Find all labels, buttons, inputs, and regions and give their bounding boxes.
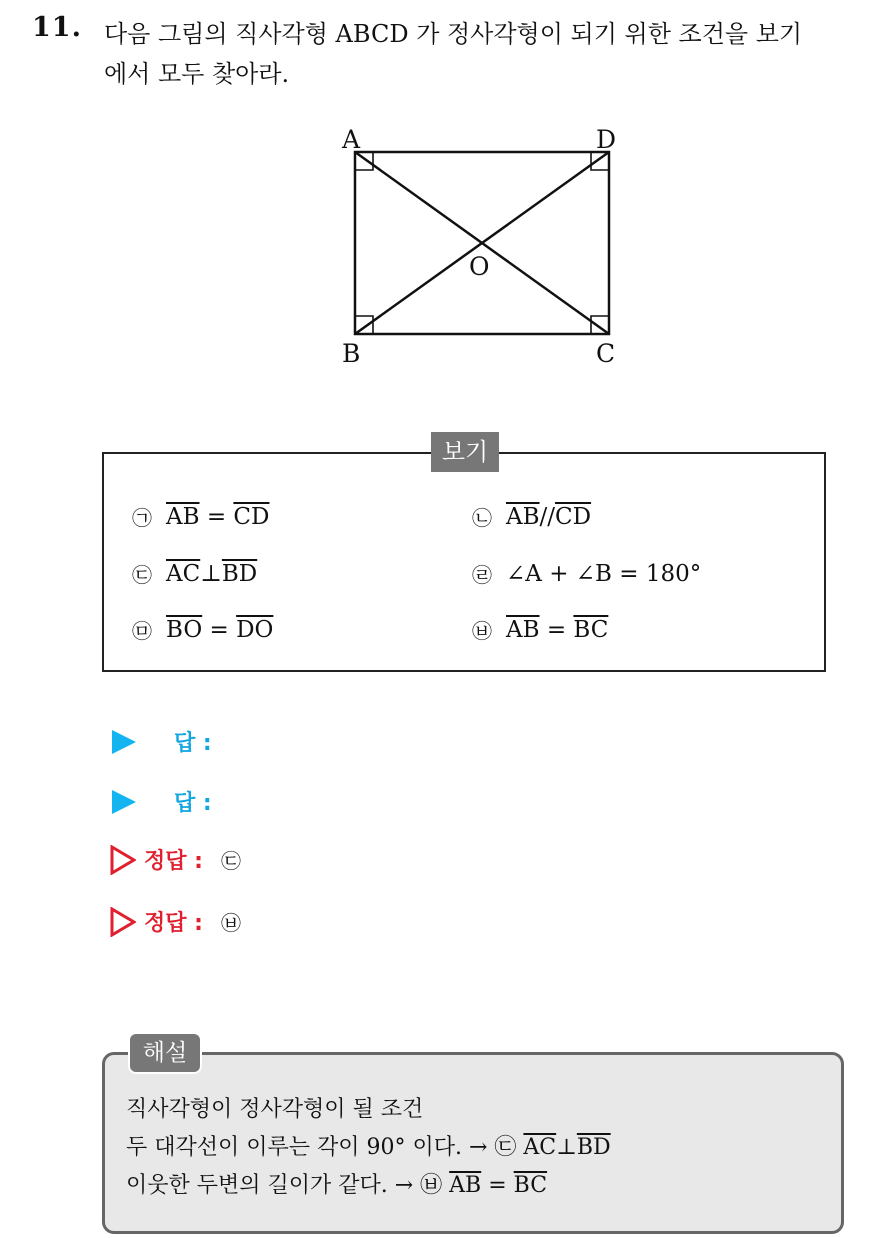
correct-answer-value-1: ㉢	[220, 849, 241, 873]
vertex-label-c: C	[596, 339, 616, 368]
question-text	[104, 14, 874, 94]
vertex-label-a: A	[342, 125, 361, 154]
choice-5-operator: =	[202, 616, 237, 643]
choice-6-operator: =	[539, 616, 574, 643]
answer-label-1: 답 :	[174, 731, 212, 756]
choice-2-segment1: $\overline{AB}$	[506, 503, 540, 530]
center-label-o: O	[469, 252, 490, 281]
choice-3-segment1: $\overline{AC}$	[166, 560, 201, 587]
choice-3-mark: ㉢	[132, 563, 152, 587]
choice-6	[472, 615, 608, 644]
explanation-line-2-operator: ⊥	[556, 1135, 577, 1160]
choice-5-mark: ㉤	[132, 619, 152, 643]
choice-1	[132, 502, 269, 531]
explanation-line-2-prefix: 두 대각선이 이루는 각이 90° 이다. → ㉢	[126, 1135, 524, 1160]
answer-blank-1	[112, 726, 212, 757]
choice-3-operator: ⊥	[200, 560, 222, 587]
explanation-line-3-operator: =	[481, 1173, 514, 1198]
explanation-line-2	[126, 1130, 611, 1161]
choice-2-segment2: $\overline{CD}$	[555, 503, 592, 530]
choice-4	[472, 559, 701, 588]
choice-1-mark: ㉠	[132, 506, 152, 530]
play-triangle-icon	[112, 790, 136, 814]
outline-triangle-icon	[110, 845, 136, 875]
rectangle-figure	[320, 120, 640, 370]
bogi-title: 보기	[431, 432, 499, 472]
question-text-line2: 에서 모두 찾아라.	[104, 60, 290, 88]
choice-5-segment1: $\overline{BO}$	[166, 616, 203, 643]
choice-2-mark: ㉡	[472, 506, 492, 530]
explanation-line-3-prefix: 이웃한 두변의 길이가 같다. → ㉥	[126, 1173, 450, 1198]
vertex-label-d: D	[596, 125, 617, 154]
question-text-line1: 다음 그림의 직사각형 ABCD 가 정사각형이 되기 위한 조건을 보기	[104, 20, 803, 48]
choice-2-operator: //	[539, 503, 556, 530]
choice-4-mark: ㉣	[472, 563, 492, 587]
choice-2	[472, 502, 591, 531]
rectangle-diagram	[320, 120, 640, 370]
correct-answer-1	[110, 844, 241, 875]
explanation-line-2-segment1: $\overline{AC}$	[523, 1135, 557, 1160]
outline-triangle-icon	[110, 907, 136, 937]
correct-answer-2	[110, 906, 241, 937]
choice-6-mark: ㉥	[472, 619, 492, 643]
choice-3-segment2: $\overline{BD}$	[221, 560, 258, 587]
explanation-line-2-segment2: $\overline{BD}$	[576, 1135, 611, 1160]
explanation-line-1: 직사각형이 정사각형이 될 조건	[126, 1097, 424, 1122]
correct-answer-value-2: ㉥	[220, 911, 241, 935]
choice-6-segment1: $\overline{AB}$	[506, 616, 540, 643]
vertex-label-b: B	[342, 339, 361, 368]
correct-answer-label-2: 정답 :	[144, 911, 203, 936]
choice-5-segment2: $\overline{DO}$	[236, 616, 274, 643]
answer-blank-2	[112, 786, 212, 817]
choice-5	[132, 615, 273, 644]
question-number: 11.	[32, 12, 82, 43]
choice-1-segment2: $\overline{CD}$	[233, 503, 270, 530]
choice-1-operator: =	[199, 503, 234, 530]
choice-6-segment2: $\overline{BC}$	[573, 616, 609, 643]
choice-3	[132, 559, 257, 588]
explanation-line-3-segment2: $\overline{BC}$	[513, 1173, 548, 1198]
explanation-line-3	[126, 1168, 547, 1199]
answer-label-2: 답 :	[174, 791, 212, 816]
choice-4-text: ∠A + ∠B = 180°	[506, 560, 702, 587]
correct-answer-label-1: 정답 :	[144, 849, 203, 874]
explanation-title: 해설	[128, 1032, 202, 1074]
choice-1-segment1: $\overline{AB}$	[166, 503, 200, 530]
explanation-line-3-segment1: $\overline{AB}$	[449, 1173, 482, 1198]
play-triangle-icon	[112, 730, 136, 754]
